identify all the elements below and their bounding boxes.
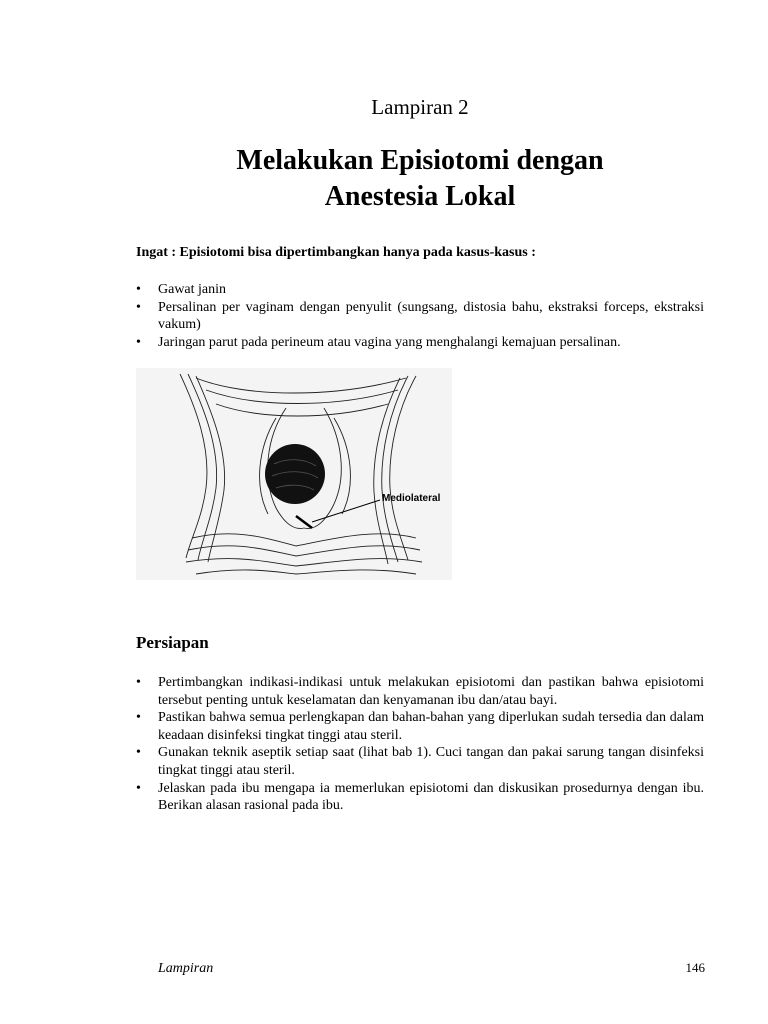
appendix-label: Lampiran 2 xyxy=(371,95,469,119)
preparation-list xyxy=(136,674,704,815)
list-item: • Gunakan teknik aseptik setiap saat (lihat bab 1). Cuci tangan dan pakai sarung tangan disinfeksi tingkat tinggi atau steril. xyxy=(136,745,704,778)
section-heading: Persiapan xyxy=(136,633,209,652)
bullet-icon: • xyxy=(136,710,141,726)
bullet-icon: • xyxy=(136,675,141,690)
list-item: • Pastikan bahwa semua perlengkapan dan bahan-bahan yang diperlukan sudah tersedia dan dalam keadaan disinfeksi tingkat tinggi atau steril. xyxy=(136,710,704,743)
reminder-note: Ingat : Episiotomi bisa dipertimbangkan hanya pada kasus-kasus : xyxy=(136,245,536,260)
page-title xyxy=(0,143,768,215)
title-line-1: Melakukan Episiotomi dengan xyxy=(236,145,604,176)
indication-list xyxy=(136,281,704,351)
figure-label: Mediolateral xyxy=(382,493,441,504)
bullet-icon: • xyxy=(136,334,141,350)
episiotomy-illustration xyxy=(136,368,452,580)
bullet-icon: • xyxy=(136,745,141,761)
list-item: • Gawat janin xyxy=(136,282,227,297)
bullet-icon: • xyxy=(136,299,141,315)
list-item: • Persalinan per vaginam dengan penyulit (sungsang, distosia bahu, ekstraksi forceps, ekstraksi vakum) xyxy=(136,299,704,333)
list-item: • Pertimbangkan indikasi-indikasi untuk melakukan episiotomi dan pastikan bahwa episiotomi tersebut penting untuk keselamatan dan kenyamanan ibu dan/atau bayi. xyxy=(136,675,704,708)
list-item: • Jaringan parut pada perineum atau vagina yang menghalangi kemajuan persalinan. xyxy=(136,334,621,350)
title-line-2: Anestesia Lokal xyxy=(324,181,516,212)
perineum-drawing xyxy=(136,368,452,580)
bullet-icon: • xyxy=(136,780,141,796)
footer-section-label: Lampiran xyxy=(158,961,214,976)
bullet-icon: • xyxy=(136,282,141,297)
list-item: • Jelaskan pada ibu mengapa ia memerlukan episiotomi dan diskusikan prosedurnya dengan ibu. Berikan alasan rasional pada ibu. xyxy=(136,780,704,814)
page-number: 146 xyxy=(685,960,705,975)
